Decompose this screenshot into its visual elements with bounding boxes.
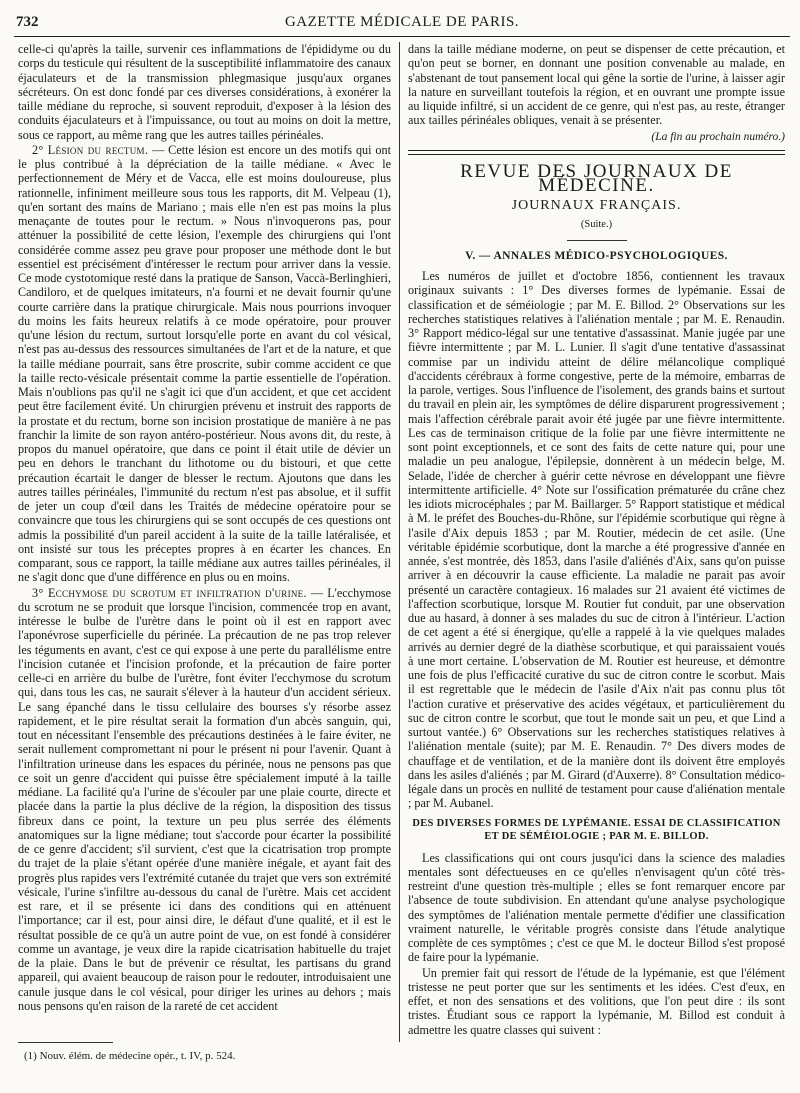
journal-title: GAZETTE MÉDICALE DE PARIS. — [284, 14, 520, 30]
double-rule — [408, 150, 785, 155]
continued-note: (La fin au prochain numéro.) — [651, 130, 785, 143]
page-header — [14, 14, 790, 37]
left-column — [18, 42, 391, 1032]
paragraph — [18, 143, 391, 585]
column-divider — [399, 42, 400, 1042]
article-heading: DES DIVERSES FORMES DE LYPÉMANIE. ESSAI DE CLASSIFICATION ET DE SÉMÉIOLOGIE ; PAR M. E. BILLOD. — [412, 817, 781, 842]
paragraph: celle-ci qu'après la taille, survenir ces inflammations de l'épididyme ou du corps du testicule qui résultent de la susceptibilité inflammatoire des canaux éjaculateurs et de la transmission phlegmasique jusqu'aux organes sécréteurs. On est donc fondé par ces diverses considérations, à exonérer la taille médiane du reproche, si souvent reproduit, d'exposer à la lésion des conduits éjaculateurs et à l'impuissance, ou tout au moins on doit la mettre, sous ce rapport, au même rang que les autres tailles périnéales. — [18, 42, 391, 142]
section-title: REVUE DES JOURNAUX DE MÉDECINE. — [460, 160, 733, 196]
section-text: — L'ecchymose du scrotum ne se produit que lorsque l'incision, commencée trop en avant, intéresse le bulbe de l'urètre dans le point où il est en rapport avec l'aponévrose superficielle du périnée. La précaution de ne pas trop relever les téguments en avant, c'est ce qui expose à une perte du parallélisme entre l'incision cutanée et l'incision profonde, et la précaution de faire porter celle-ci en arrière du bulbe de l'urètre, font éviter l'ecchymose du scrotum qui, dans tous les cas, ne saurait s'élever à la hauteur d'un accident sérieux. Le sang épanché dans le tissu cellulaire des bourses s'y résorbe assez rapidement, et le pire résultat serait la formation d'un abcès sanguin, qui, tout en nécessitant l'ensemble des précautions destinées à le faire éviter, ne serait nullement compromettant ni pour le présent ni pour l'avenir. Quant à l'infiltration urineuse dans les espaces du périnée, nous ne pensons pas que ce soit un genre d'accident qui puisse être spécialement imputé à la taille médiane. La facilité qu'a l'urine de s'écouler par une plaie courte, directe et placée dans la partie la plus déclive de la région, la disposition des tissus fibreux dans ce point, la texture un peu plus serrée des éléments anatomiques sur la ligne médiane; tout s'accorde pour écarter la possibilité de ce genre d'accident; s'il survient, c'est que la cicatrisation trop prompte du trajet de la plaie s'étant opérée d'une manière inégale, et ayant fait des progrès plus rapides vers l'extrémité cutanée du trajet que vers son extrémité vésicale, l'urine s'infiltre au-dessous du canal de l'urètre. Mais cet accident est rare, et il se présente ici dans des conditions qui en atténuent l'importance; car il est, pour ainsi dire, le défaut d'une qualité, et il est le résultat possible de ce qu'à un autre point de vue, on est fondé à considérer comme un avantage, je veux dire la rapide cicatrisation habituelle du trajet de la plaie. Dans le but de prévenir ce résultat, les partisans du grand appareil, qui avaient beaucoup de raison pour le redouter, introduisaient une canule jusque dans le col vésical, pour diriger les urines au dehors ; mais nous pensons qu'en raison de la rareté de cet accident — [18, 585, 391, 1013]
paragraph: Un premier fait qui ressort de l'étude de la lypémanie, est que l'élément tristesse ne peut porter que sur les sentiments et les idées. C'est d'eux, en effet, et non des sensations et des volitions, que l'on peut dire : ils sont tristes. Étudiant sous ce rapport la lypémanie, M. Billod est conduit à admettre les quatre classes qui suivent : — [408, 965, 785, 1037]
footnote-rule — [18, 1042, 113, 1043]
paragraph: Les numéros de juillet et d'octobre 1856, contiennent les travaux originaux suivants : 1° Des diverses formes de lypémanie. Essai de classification et de séméiologie ; par M. E. Billod. 2° Observations sur les recherches statistiques relatives à l'aliénation mentale ; par M. E. Renaudin. 3° Rapport médico-légal sur une tentative d'assassinat. Manie jugée par une fièvre intermittente ; par M. L. Lunier. Il s'agit d'une tentative d'assassinat commise par un individu atteint de délire mélancolique compliqué d'accidents cérébraux à forme congestive, perte de la mémoire, embarras de la parole, vertiges. Sous l'influence de l'isolement, des grands bains et surtout du travail en plein air, les symptômes de délire disparurent progressivement ; mais l'affection cérébrale parait avoir été jugée par une fièvre intermittente. Les cas de terminaison critique de la folie par une fièvre intermittente ne sont point exceptionnels, et ce sont des faits de cette nature qui, pour une maladie un peu analogue, l'épilepsie, donnèrent à un médecin belge, M. Selade, l'idée de chercher à guérir cette névrose en développant une fièvre intermittente artificielle. 4° Note sur l'ossification prématurée du crâne chez les idiots microcéphales ; par M. Baillarger. 5° Rapport statistique et médical à M. le préfet des Bouches-du-Rhône, sur l'épidémie scorbutique qui règne à l'asile d'Aix depuis 1853 ; par M. Routier, médecin de cet asile. (Une véritable épidémie scorbutique, dont la marche a été progressive d'année en année, s'est montrée, dès 1853, dans l'asile d'aliénés d'Aix, sans qu'on puisse arriver à en découvrir la cause efficiente. La maladie ne parait pas avoir présenté un caractère contagieux. 16 malades sur 21 avaient été victimes de l'affection scorbutique, lorsque M. Routier fut conduit, par une observation due au hasard, à donner à ses malades du suc de citron à l'intérieur. L'action de cet agent a été si énergique, qu'elle a rappelé à la vie quelques malades arrivés au dernier degré de la diathèse scorbutique, et qui paraissaient voués à une mort certaine. L'observation de M. Routier est heureuse, et démontre une fois de plus l'efficacité curative du suc de citron contre le scorbut. Mais il est regrettable que le médecin de l'asile d'Aix n'ait pas connu plus tôt l'action curative et préservative des acides végétaux, et particulièrement du suc de citron contre le scorbut, que tout le monde sait un peu, et que Lind a surtout vantée.) 6° Observations sur les recherches statistiques relatives à l'aliénation mentale (suite); par M. E. Renaudin. 7° Des divers modes de chauffage et de ventilation, et de la manière dont ils doivent être employés dans les asiles d'aliénés ; par M. Girard (d'Auxerre). 8° Consultation médico-légale dans un procès en nullité de testament pour cause d'aliénation mentale ; par M. Aubanel. — [408, 269, 785, 811]
paragraph: Les classifications qui ont cours jusqu'ici dans la science des maladies mentales sont défectueuses en ce qu'elles n'envisagent qu'un côté très-restreint d'une question très-multiple ; elles se font remarquer encore par l'absence de toute subdivision. En attendant qu'une analyse psychologique des symptômes de l'aliénation mentale permette d'édifier une classification vraiment naturelle, le véritable progrès consiste dans l'étude analytique complète de ces symptômes ; c'est ce que M. le docteur Billod s'est proposé de faire pour la lypémanie. — [408, 850, 785, 965]
paragraph: dans la taille médiane moderne, on peut se dispenser de cette précaution, et qu'on peut se borner, en donnant une position convenable au malade, en s'abstenant de tout pansement local qui gêne la sortie de l'urine, à laisser agir la nature en surveillant toutefois la région, et en ouvrant une prompte issue au liquide infiltré, si un accident de ce genre, qui n'est pas, au reste, étranger aux tailles périnéales obliques, venait à se présenter. — [408, 42, 785, 128]
section-label: 2° Lésion du rectum. — [32, 142, 149, 157]
footnote: (1) Nouv. élém. de médecine opér., t. IV, p. 524. — [24, 1050, 236, 1062]
section-text: — Cette lésion est encore un des motifs qui ont le plus contribué à la dépréciation de la taille médiane. « Avec le perfectionnement de Méry et de Vacca, elle est moins douloureuse, plus rationnelle, infiniment meilleure sous tous les rapports, dit M. Velpeau (1), qu'en sortant des mains de Mariano ; mais elle n'en est pas moins la plus menaçante de toutes pour le rectum. » Nous n'invoquerons pas, pour atténuer la possibilité de cette lésion, l'exemple des chirurgiens qui l'ont considérée comme assez peu grave pour proposer une méthode dont le but essentiel est précisément d'intéresser le rectum pour arriver dans la vessie. Ce mode cystotomique resté dans la pratique de Sanson, Vaccà-Berlinghieri, Candiloro, et de quelques imitateurs, n'a fourni et ne devait fournir qu'une courte carrière dans la pratique chirurgicale. Mais nous pourrions invoquer du moins les faits heureux relatifs à ce mode opératoire, pour prouver qu'une lésion du rectum, surtout lorsqu'elle porte en avant du col vésical, n'est pas au-dessus des ressources simultanées de l'art et de la nature, et que la taille médiane pourrait, sans être proscrite, subir comme accident ce que la taille recto-vésicale présentait comme la partie essentielle de l'opération. Mais n'oublions pas qu'il ne s'agit ici que d'un accident, et que cet accident peut être facilement évité. Un chirurgien prévenu et instruit des rapports de la prostate et du rectum, borne son incision prostatique de manière à ne pas franchir la limite de son rayon antéro-postérieur. Nous avons dit, du reste, à propos du manuel opératoire, que dans ce point il était utile de dévier un peu en dehors le tranchant du lithotome ou du bistouri, et que cette précaution écartait le danger de blesser le rectum. Ajoutons que dans les autres tailles périnéales, l'immunité du rectum n'est pas absolue, et il suffit de jeter un coup d'œil dans les Traités de médecine opératoire pour se convaincre que tous les chirurgiens qui se sont occupés de ces questions ont admis la possibilité d'un pareil accident à la suite de la taille latéralisée, et ont insisté sur tous les préceptes propres à en écarter les chances. En comparant, sous ce rapport, la taille médiane aux autres tailles périnéales, il ne s'agit donc que d'une différence en plus ou en moins. — [18, 142, 391, 585]
subsection-title: V. — ANNALES MÉDICO-PSYCHOLOGIQUES. — [465, 249, 728, 262]
paragraph — [18, 586, 391, 1014]
section-subtitle: JOURNAUX FRANÇAIS. — [511, 198, 682, 214]
short-rule — [567, 240, 627, 241]
section-suite: (Suite.) — [580, 218, 613, 230]
section-label: 3° Ecchymose du scrotum et infiltration d'urine. — [32, 585, 307, 600]
right-column — [408, 42, 785, 1042]
page-number: 732 — [16, 14, 39, 30]
